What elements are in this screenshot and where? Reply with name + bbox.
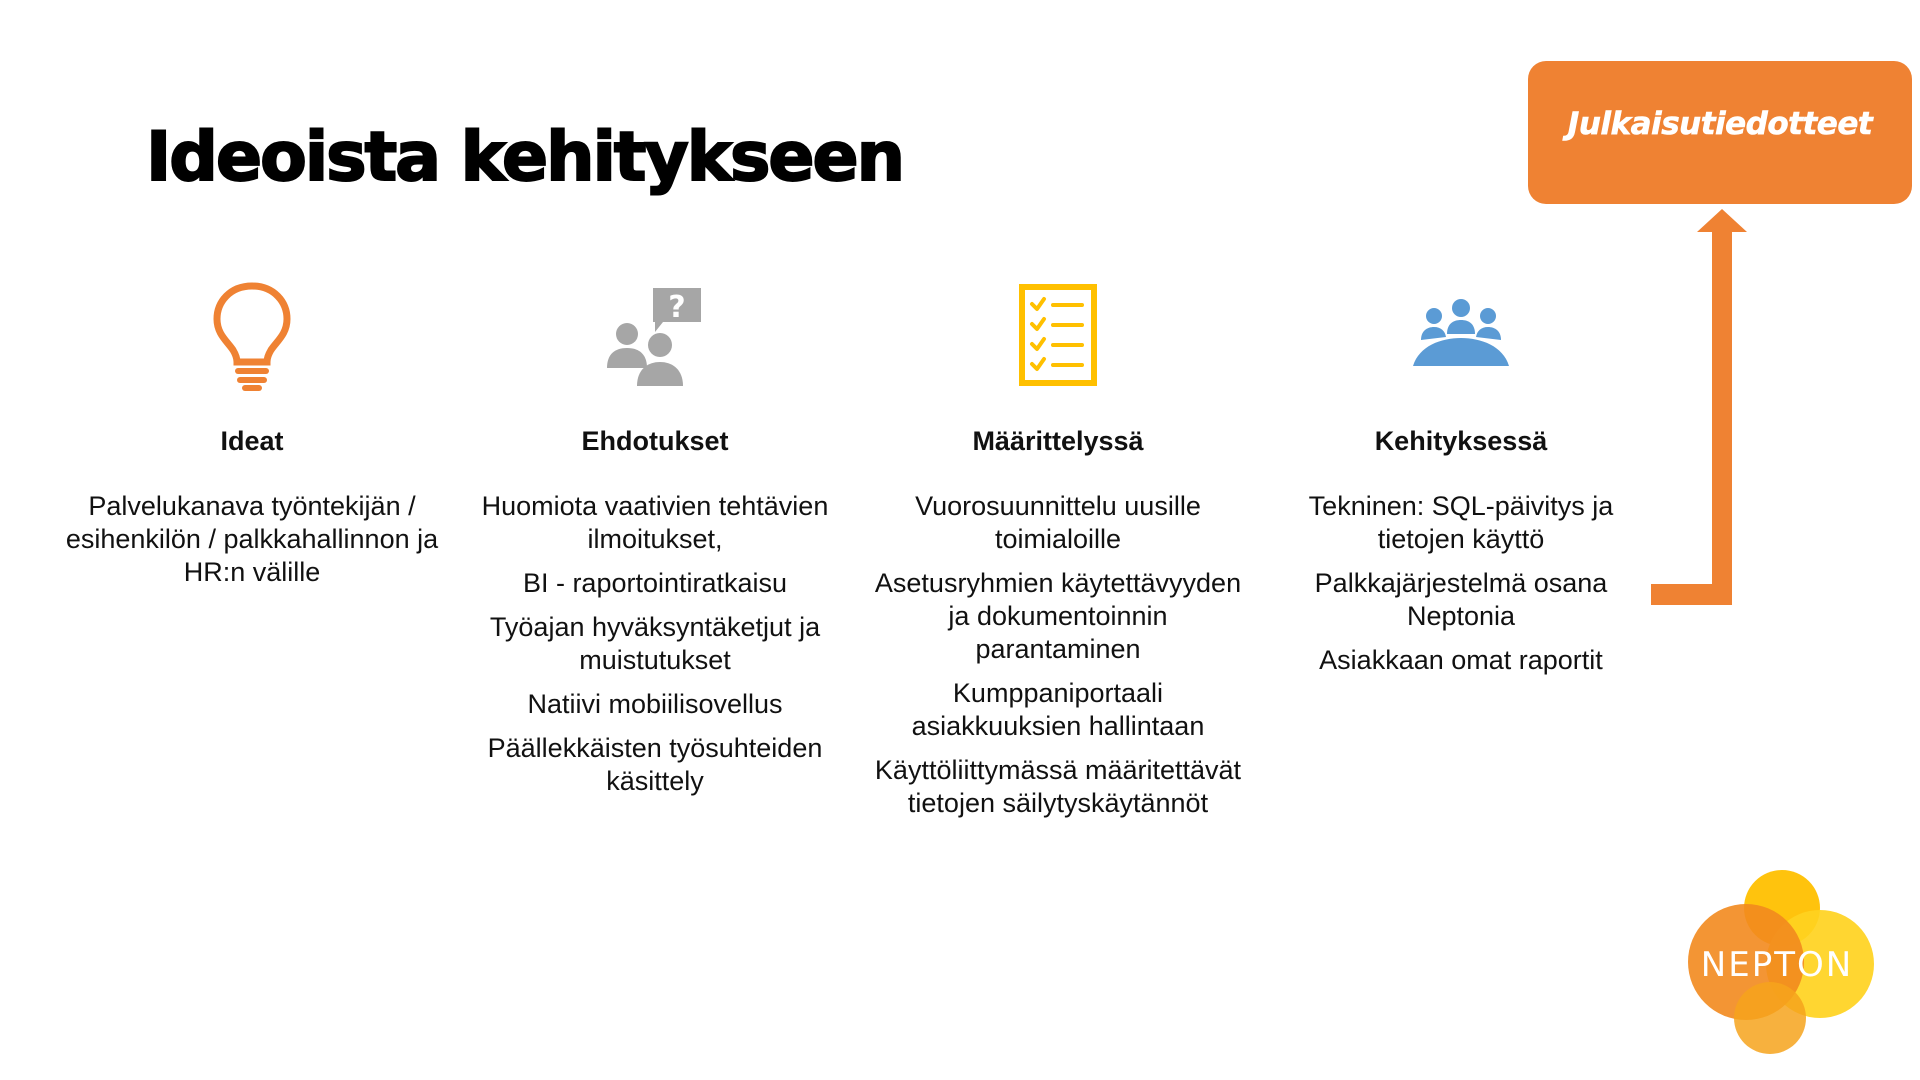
column-item-list: [52, 490, 452, 600]
logo-text: NEPTON: [1700, 945, 1854, 985]
checklist-icon: [1008, 282, 1108, 392]
column-heading: Kehityksessä: [1374, 426, 1548, 456]
release-notes-box[interactable]: [1528, 61, 1912, 204]
nepton-logo: [1680, 866, 1880, 1066]
column-item-list: [1261, 490, 1661, 688]
list-item: Päällekkäisten työsuhteiden käsittely: [487, 733, 823, 796]
column-heading: Määrittelyssä: [972, 426, 1144, 456]
list-item: Vuorosuunnittelu uusille toimialoille: [915, 491, 1201, 554]
list-item: Työajan hyväksyntäketjut ja muistutukset: [489, 612, 821, 675]
column-heading: Ehdotukset: [581, 426, 729, 456]
list-item: Huomiota vaativien tehtävien ilmoitukset,: [481, 491, 829, 554]
list-item: Asiakkaan omat raportit: [1319, 645, 1603, 675]
release-notes-label: Julkaisutiedotteet: [1567, 105, 1873, 142]
list-item: Kumppaniportaali asiakkuuksien hallintaan: [911, 678, 1205, 741]
people-question-icon: [605, 282, 705, 392]
flow-arrow-shape: [1651, 209, 1747, 605]
page-title: Ideoista kehitykseen: [146, 118, 904, 197]
list-item: Natiivi mobiilisovellus: [527, 689, 783, 719]
team-meeting-icon: [1411, 282, 1511, 392]
column-item-list: [455, 490, 855, 809]
list-item: Asetusryhmien käytettävyyden ja dokumentoinnin parantaminen: [874, 568, 1242, 664]
list-item: BI - raportointiratkaisu: [522, 568, 788, 598]
list-item: Palkkajärjestelmä osana Neptonia: [1314, 568, 1608, 631]
list-item: Käyttöliittymässä määritettävät tietojen säilytyskäytännöt: [874, 755, 1242, 818]
column-heading: Ideat: [220, 426, 284, 456]
lightbulb-icon: [202, 282, 302, 392]
svg-text:?: ?: [668, 290, 686, 325]
list-item: Palvelukanava työntekijän / esihenkilön / palkkahallinnon ja HR:n välille: [65, 491, 439, 587]
list-item: Tekninen: SQL-päivitys ja tietojen käyttö: [1308, 491, 1614, 554]
column-item-list: [858, 490, 1258, 831]
